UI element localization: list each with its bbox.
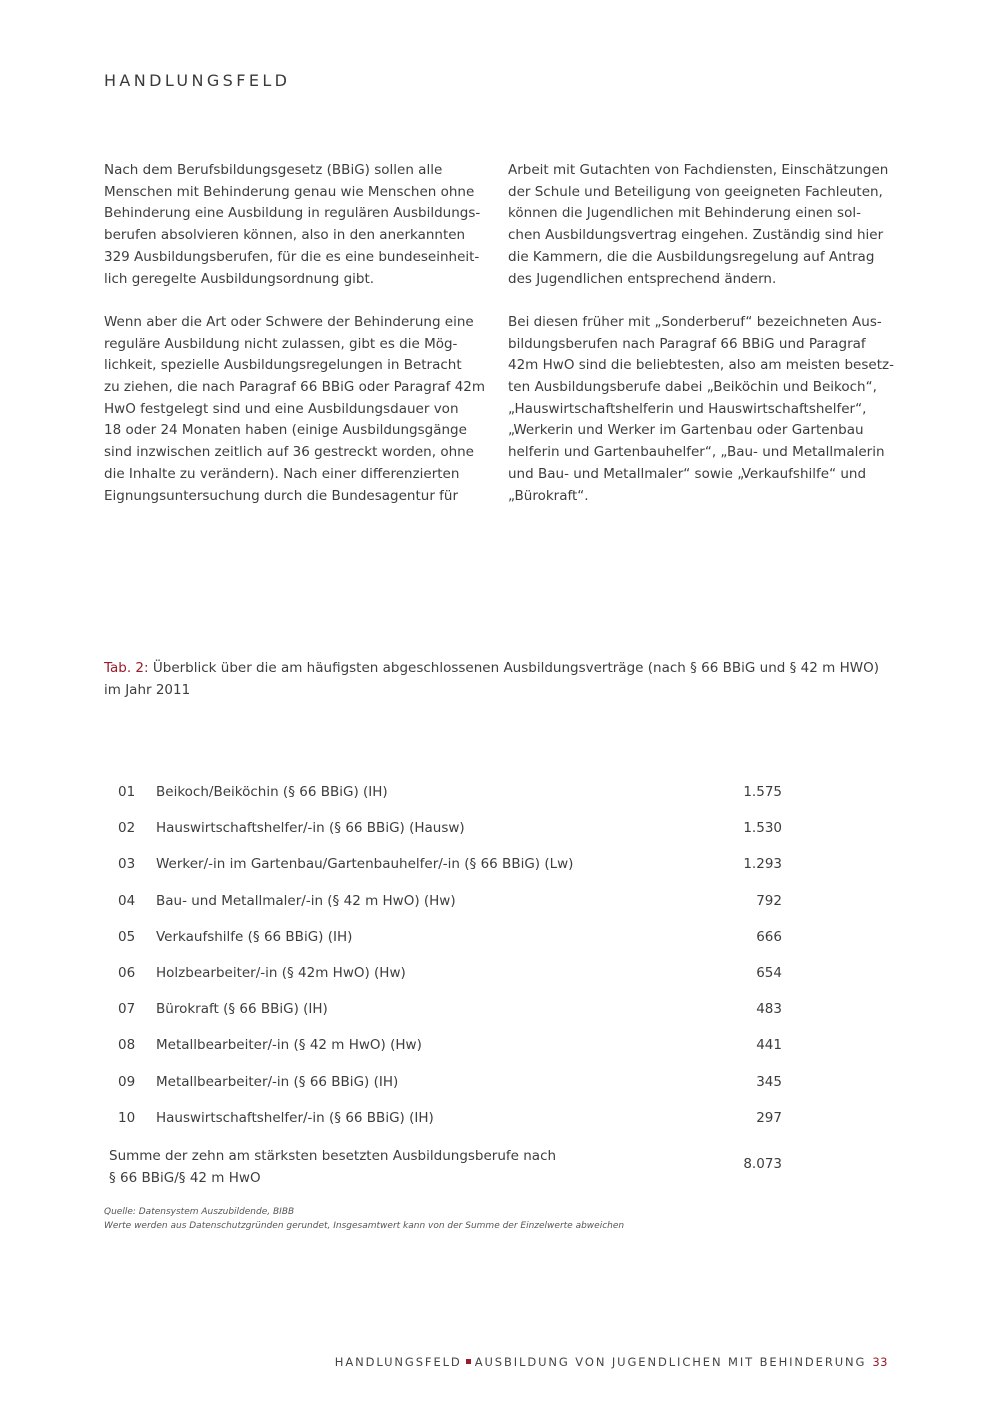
sum-label-line: § 66 BBiG/§ 42 m HwO [109,1169,261,1186]
table-sum-row [104,1137,794,1187]
body-line: ten Ausbildungsberufe dabei „Beiköchin und Beikoch“, [508,379,877,396]
footer-separator-square-icon [466,1359,471,1364]
occupation-name: Verkaufshilfe (§ 66 BBiG) (IH) [156,928,353,945]
rank-number: 07 [118,1001,136,1018]
body-line: berufen absolvieren können, also in den anerkannten [104,227,466,244]
body-line: lichkeit, spezielle Ausbildungsregelungen in Betracht [104,357,462,374]
body-line: Eignungsuntersuchung durch die Bundesagentur für [104,487,459,504]
body-line: Nach dem Berufsbildungsgesetz (BBiG) sollen alle [104,162,443,178]
sum-label [109,1145,629,1189]
occupation-name: Metallbearbeiter/-in (§ 66 BBiG) (IH) [156,1073,399,1090]
body-line: des Jugendlichen entsprechend ändern. [508,270,777,287]
body-line: „Bürokraft“. [508,487,589,504]
contract-count: 483 [756,1001,782,1018]
table-caption [104,657,884,701]
body-line: „Werkerin und Werker im Gartenbau oder Gartenbau [508,422,864,439]
rank-number: 04 [118,892,136,909]
table-row [104,811,794,847]
table-row [104,1065,794,1101]
body-line: die Kammern, die die Ausbildungsregelung auf Antrag [508,248,875,265]
sum-label-line: Summe der zehn am stärksten besetzten Ausbildungsberufe nach [109,1147,557,1164]
table-row [104,847,794,883]
body-line: Bei diesen früher mit „Sonderberuf“ bezeichneten Aus- [508,313,882,330]
section-header: HANDLUNGSFELD [104,71,291,90]
body-line: HwO festgelegt sind und eine Ausbildungsdauer von [104,400,459,417]
body-line: 329 Ausbildungsberufen, für die es eine bundeseinheit- [104,248,480,265]
body-column-right [508,160,894,507]
occupation-name: Metallbearbeiter/-in (§ 42 m HwO) (Hw) [156,1037,422,1054]
contract-count: 345 [756,1073,782,1090]
table-caption-text-line2: im Jahr 2011 [104,682,191,698]
table-row [104,992,794,1028]
rank-number: 06 [118,964,136,981]
table-row [104,920,794,956]
footer-chapter: AUSBILDUNG VON JUGENDLICHEN MIT BEHINDERUNG [474,1355,867,1369]
body-line: können die Jugendlichen mit Behinderung einen sol- [508,205,861,222]
occupation-name: Hauswirtschaftshelfer/-in (§ 66 BBiG) (Hausw) [156,820,465,837]
rank-number: 09 [118,1073,136,1090]
body-line: der Schule und Beteiligung von geeigneten Fachleuten, [508,183,883,200]
occupation-name: Bau- und Metallmaler/-in (§ 42 m HwO) (Hw) [156,892,456,909]
body-line: 18 oder 24 Monaten haben (einige Ausbildungsgänge [104,422,467,439]
body-line: zu ziehen, die nach Paragraf 66 BBiG oder Paragraf 42m [104,379,486,396]
source-note [104,1205,624,1233]
page-footer [335,1355,888,1369]
body-line: Arbeit mit Gutachten von Fachdiensten, Einschätzungen [508,162,889,178]
body-line: Behinderung eine Ausbildung in regulären Ausbildungs- [104,205,481,222]
contract-count: 1.575 [743,784,782,800]
table-caption-text: Überblick über die am häufigsten abgeschlossenen Ausbildungsverträge (nach § 66 BBiG und § 42 m HWO) [148,660,879,676]
contract-count: 792 [756,892,782,909]
body-line: sind inzwischen zeitlich auf 36 gestreckt worden, ohne [104,444,474,461]
body-line: bildungsberufen nach Paragraf 66 BBiG und Paragraf [508,335,866,352]
body-line: helferin und Gartenbauhelfer“, „Bau- und Metallmalerin [508,444,885,461]
rank-number: 08 [118,1037,136,1054]
table-row [104,884,794,920]
table-row [104,775,794,811]
table-row [104,1028,794,1064]
contract-count: 297 [756,1109,782,1126]
sum-value: 8.073 [743,1155,782,1172]
footer-section: HANDLUNGSFELD [334,1355,462,1369]
paragraph-gap [508,290,894,312]
rank-number: 10 [118,1109,136,1126]
body-line: „Hauswirtschaftshelferin und Hauswirtschaftshelfer“, [508,400,867,417]
occupation-name: Beikoch/Beiköchin (§ 66 BBiG) (IH) [156,784,388,800]
body-line: reguläre Ausbildung nicht zulassen, gibt es die Mög- [104,335,458,352]
body-line: 42m HwO sind die beliebtesten, also am meisten besetz- [508,357,894,374]
body-line: lich geregelte Ausbildungsordnung gibt. [104,270,375,287]
body-line: und Bau- und Metallmaler“ sowie „Verkaufshilfe“ und [508,465,867,482]
rank-number: 03 [118,856,136,873]
contract-count: 654 [756,964,782,981]
body-line: die Inhalte zu verändern). Nach einer differenzierten [104,465,460,482]
source-line: Quelle: Datensystem Auszubildende, BIBB [104,1207,295,1217]
body-line: Wenn aber die Art oder Schwere der Behinderung eine [104,313,474,330]
rank-number: 05 [118,928,136,945]
table-caption-label: Tab. 2: [104,660,149,676]
contract-count: 441 [756,1037,782,1054]
page-number: 33 [872,1355,888,1369]
rank-number: 02 [118,820,136,837]
source-line: Werte werden aus Datenschutzgründen gerundet, Insgesamtwert kann von der Summe der Einzelwerte abweichen [104,1221,625,1231]
occupation-name: Werker/-in im Gartenbau/Gartenbauhelfer/-in (§ 66 BBiG) (Lw) [156,856,574,873]
table-row [104,1101,794,1137]
table-row [104,956,794,992]
contract-count: 1.530 [743,820,782,837]
occupation-name: Holzbearbeiter/-in (§ 42m HwO) (Hw) [156,964,406,981]
contract-count: 666 [756,928,782,945]
occupation-name: Bürokraft (§ 66 BBiG) (IH) [156,1001,328,1018]
ranking-table [104,775,794,1187]
body-line: chen Ausbildungsvertrag eingehen. Zuständig sind hier [508,227,884,244]
body-column-left [104,160,490,507]
rank-number: 01 [118,784,136,800]
paragraph-gap [104,290,490,312]
occupation-name: Hauswirtschaftshelfer/-in (§ 66 BBiG) (IH) [156,1109,434,1126]
body-line: Menschen mit Behinderung genau wie Menschen ohne [104,183,475,200]
contract-count: 1.293 [743,856,782,873]
